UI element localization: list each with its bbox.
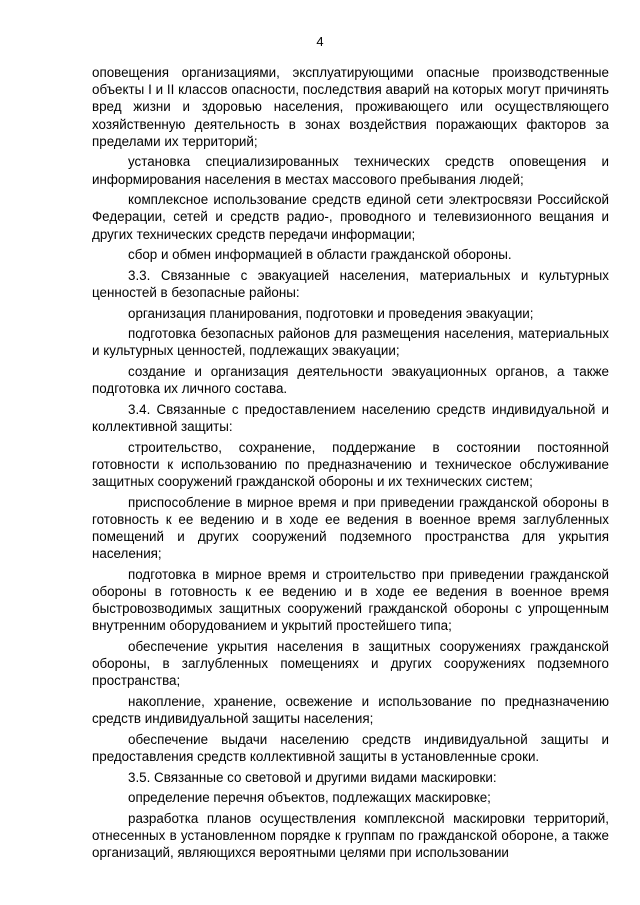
section-heading: 3.5. Связанные со световой и другими видами маскировки:	[128, 769, 497, 785]
paragraph: организация планирования, подготовки и проведения эвакуации;	[128, 305, 534, 321]
paragraph: комплексное использование средств единой сети электросвязи Российской Федерации, сетей и средств радио-, проводного и телевизионного вещания и других технических средств передачи информации;	[92, 192, 609, 242]
page-number: 4	[316, 34, 324, 49]
paragraph: обеспечение укрытия населения в защитных сооружениях гражданской обороны, в заглубленных помещениях и других сооружениях подземного пространства;	[92, 638, 609, 689]
paragraph: определение перечня объектов, подлежащих маскировке;	[128, 790, 491, 806]
paragraph: приспособление в мирное время и при приведении гражданской обороны в готовность к ее ведению и в ходе ее ведения в военное время заглубленных помещений и других сооружений подземного пространства для укрытия населения;	[92, 494, 609, 562]
section-heading: 3.4. Связанные с предоставлением населению средств индивидуальной и коллективной защиты:	[92, 401, 609, 434]
paragraph: подготовка в мирное время и строительство при приведении гражданской обороны в готовность к ее ведению и в ходе ее ведения в военное время быстровозводимых защитных сооружений гражданской обороны с упрощенным внутренним оборудованием и укрытий простейшего типа;	[92, 566, 609, 634]
paragraph: оповещения организациями, эксплуатирующими опасные производственные объекты I и II классов опасности, последствия аварий на которых могут причинять вред жизни и здоровью населения, проживающего или осуществляющего хозяйственную деятельность в зонах воздействия поражающих факторов за пределами их территорий;	[92, 65, 609, 149]
paragraph: накопление, хранение, освежение и использование по предназначению средств индивидуальной защиты населения;	[92, 693, 609, 727]
paragraph: подготовка безопасных районов для размещения населения, материальных и культурных ценностей, подлежащих эвакуации;	[92, 326, 609, 359]
paragraph: строительство, сохранение, поддержание в состоянии постоянной готовности к использованию по предназначению и техническое обслуживание защитных сооружений гражданской обороны и их технических систем;	[92, 439, 609, 489]
paragraph: установка специализированных технических средств оповещения и информирования населения в местах массового пребывания людей;	[92, 154, 609, 187]
paragraph: разработка планов осуществления комплексной маскировки территорий, отнесенных в установленном порядке к группам по гражданской обороне, а также организаций, являющихся вероятными целями при использовании	[92, 810, 609, 861]
section-heading: 3.3. Связанные с эвакуацией населения, материальных и культурных ценностей в безопасные районы:	[92, 267, 609, 300]
paragraph: создание и организация деятельности эвакуационных органов, а также подготовка их личного состава.	[92, 363, 609, 397]
document-body	[92, 64, 609, 865]
paragraph: сбор и обмен информацией в области гражданской обороны.	[128, 247, 512, 263]
paragraph: обеспечение выдачи населению средств индивидуальной защиты и предоставления средств коллективной защиты в установленные сроки.	[92, 731, 609, 764]
